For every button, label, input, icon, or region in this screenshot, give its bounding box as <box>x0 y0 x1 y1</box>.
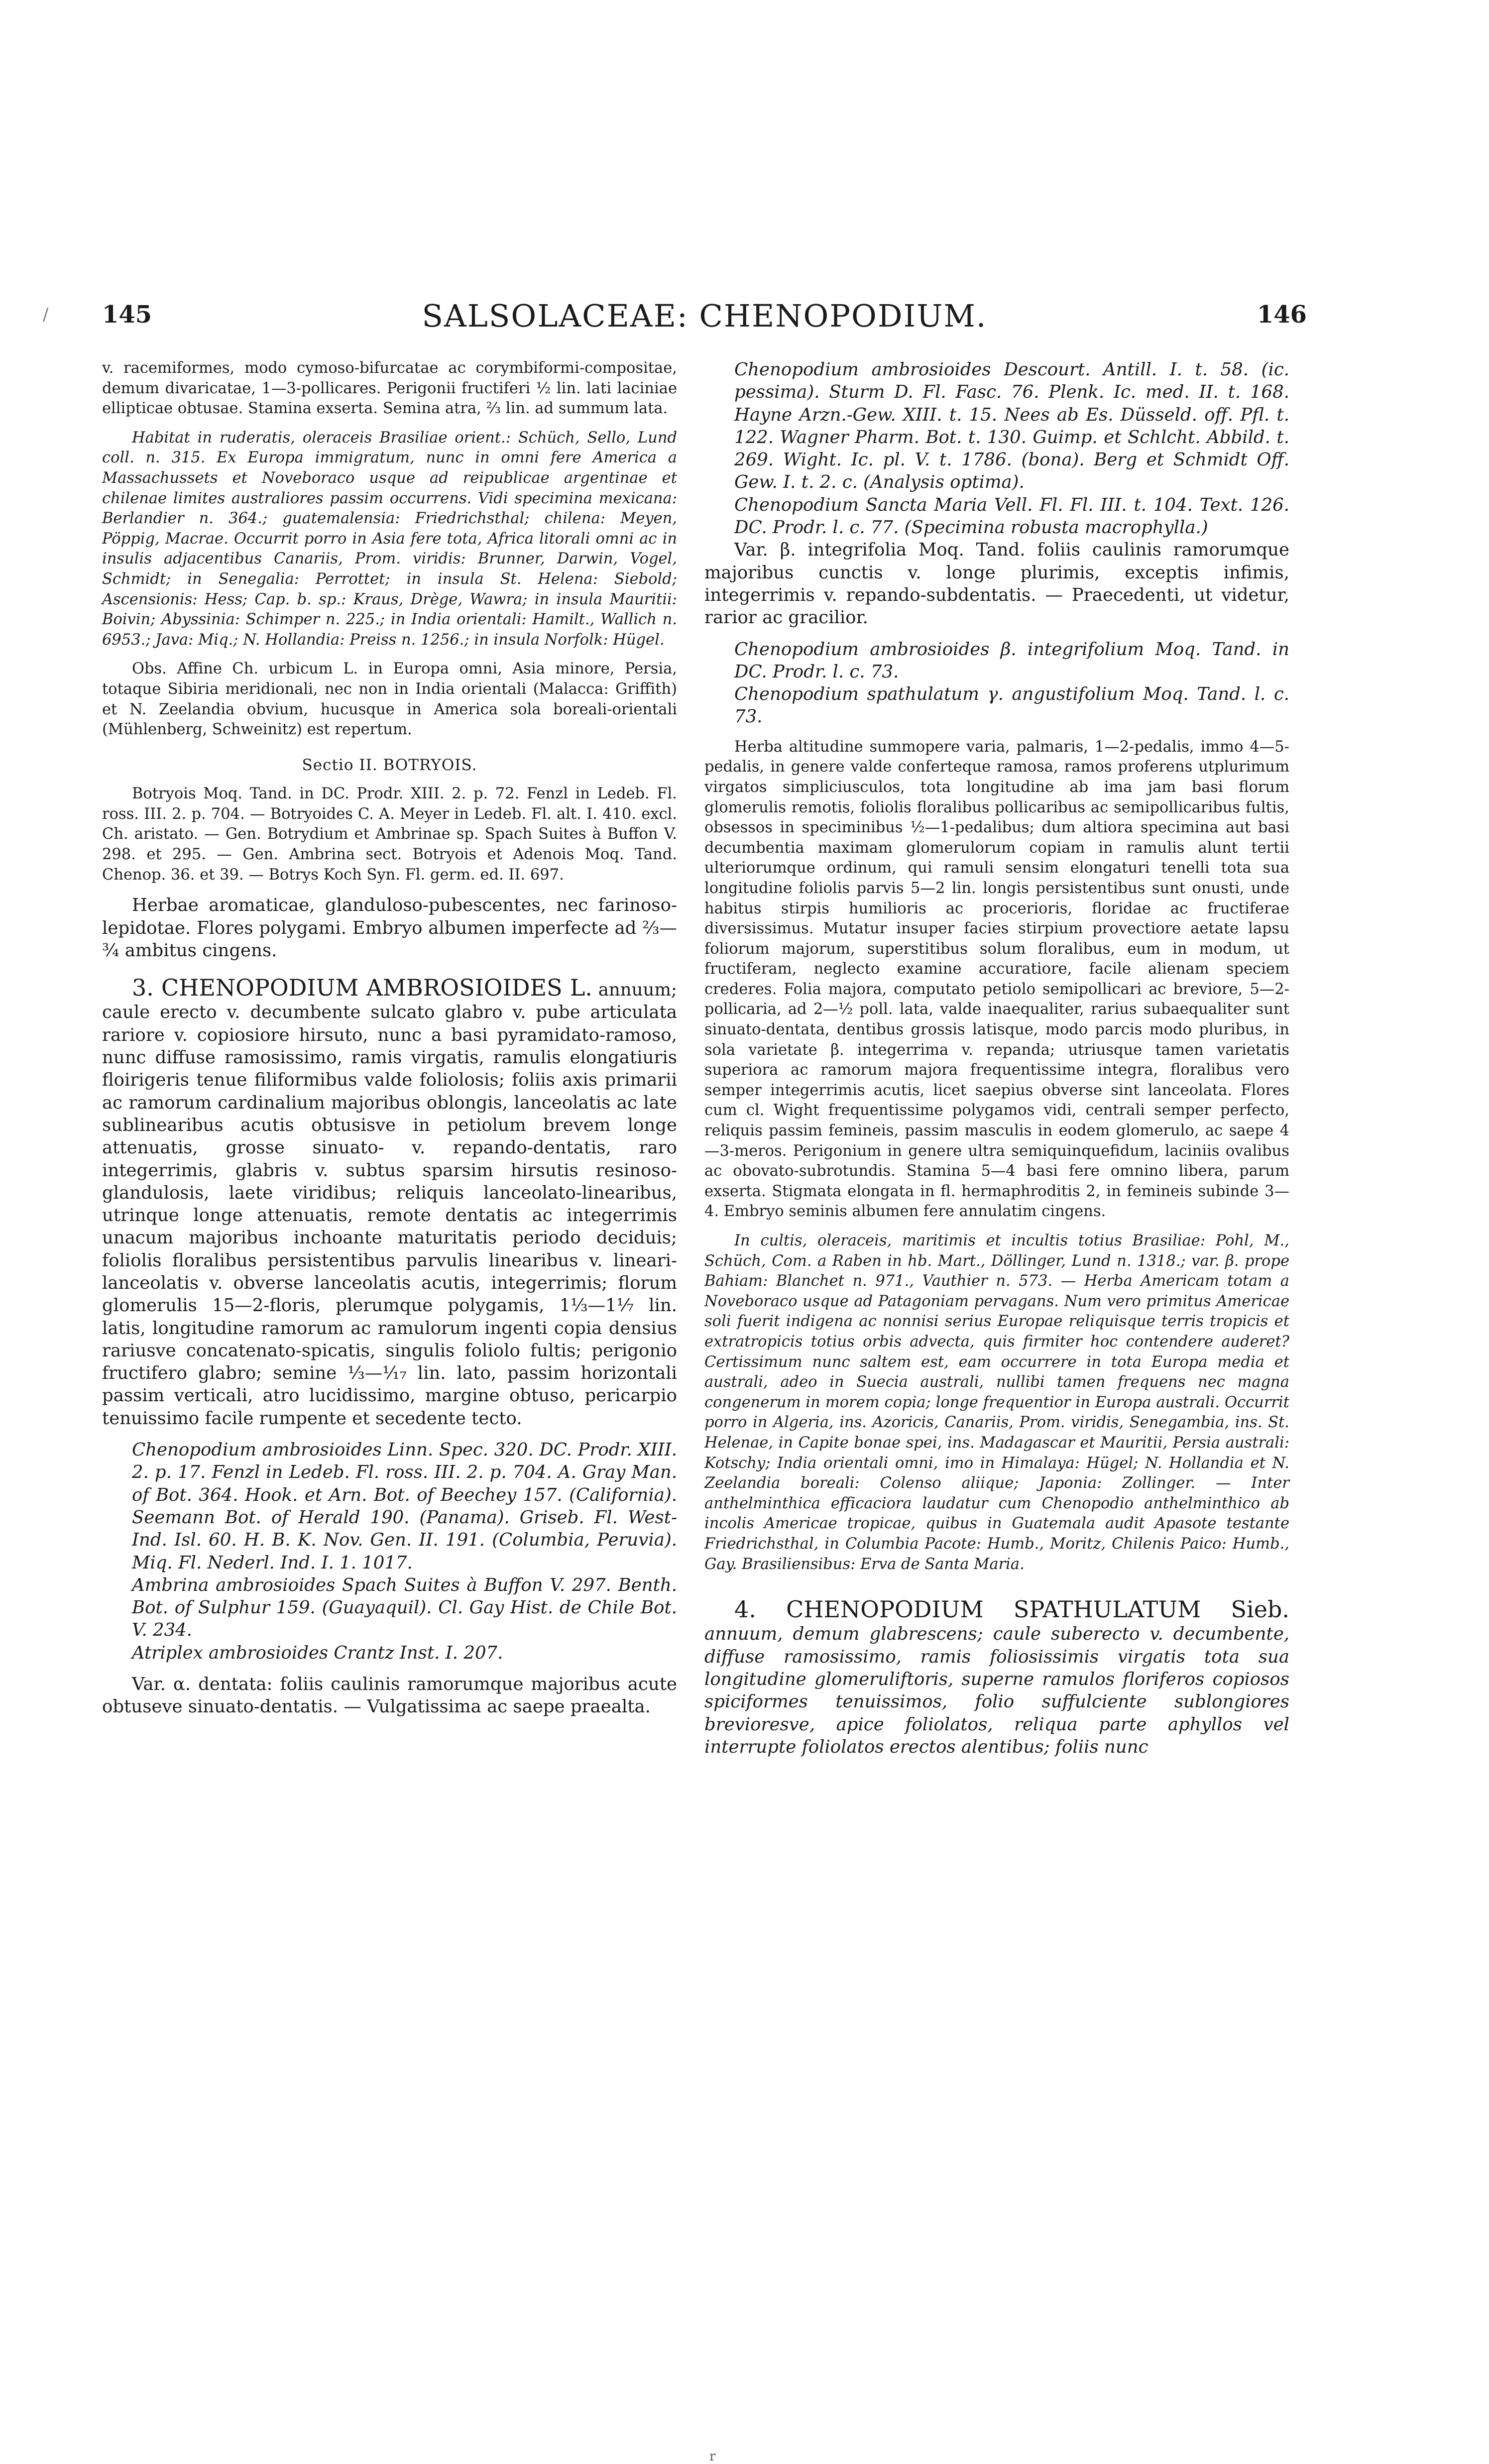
herba-description: Herba altitudine summopere varia, palmaris, 1—2-pedalis, immo 4—5-pedalis, in genere valde conferteque ramosa, ramos proferens utplurimum virgatos simpliciusculos, tota longitudine ab ima jam basi florum glomerulis remotis, foliolis floralibus pollicaribus ac semipollicaribus fultis, obsessos in speciminibus ½—1-pedalibus; dum altiora specimina aut basi decumbentia maximam glomerulorum copiam in ramulis alunt tertii ulteriorumque ordinum, qui ramuli sensim elongaturi tenelli tota sua longitudine foliolis parvis 5—2 lin. longis persistentibus sunt onusti, unde habitus stirpis humilioris ac procerioris, floridae ac fructiferae diversissimus. Mutatur insuper facies stirpium provectiore aetate lapsu foliorum majorum, superstitibus solum floralibus, eum in modum, ut fructiferam, neglecto examine accuratiore, facile alienam speciem crederes. Folia majora, computato petiolo semipollicari ac breviore, 5—2-pollicaria, ad 2—½ poll. lata, valde inaequaliter, rarius subaequaliter sunt sinuato-dentata, dentibus grossis latisque, modo parcis modo pluribus, in sola varietate β. integerrima v. repanda; utriusque tamen varietatis superiora ac ramorum majora frequentissime integra, floralibus vero semper integerrimis acutis, licet saepius obverse sint lanceolata. Flores cum cl. Wight frequentissime polygamos vidi, centrali semper perfecto, reliquis passim femineis, passim masculis in eodem glomerulo, ac saepe 4—3-meros. Perigonium in genere ultra semiquinquefidum, laciniis ovalibus ac obovato-subrotundis. Stamina 5—4 basi fere omnino libera, parum exserta. Stigmata elongata in fl. hermaphroditis 2, in femineis subinde 3—4. Embryo seminis albumen fere annulatim cingens. <box>704 738 1289 1221</box>
synonym-sancta-maria: Chenopodium Sancta Maria Vell. Fl. Fl. III. t. 104. Text. 126. DC. Prodr. l. c. 77. (Specimina robusta macrophylla.) <box>734 494 1289 538</box>
section-title: Sectio II. BOTRYOIS. <box>302 756 477 774</box>
synonym-ambrina-ambrosioides: Ambrina ambrosioides Spach Suites à Buffon V. 297. Benth. Bot. of Sulphur 159. (Guayaquil). Cl. Gay Hist. de Chile Bot. V. 234. <box>132 1574 677 1641</box>
left-page-number: 145 <box>102 301 152 329</box>
left-column <box>102 358 677 1718</box>
synonym-chenopodium-ambrosioides: Chenopodium ambrosioides Linn. Spec. 320. DC. Prodr. XIII. 2. p. 17. Fenzl in Ledeb. Fl. ross. III. 2. p. 704. A. Gray Man. of Bot. 364. Hook. et Arn. Bot. of Beechey 157. (California). Seemann Bot. of Herald 190. (Panama). Griseb. Fl. West-Ind. Isl. 60. H. B. K. Nov. Gen. II. 191. (Columbia, Peruvia). Miq. Fl. Nederl. Ind. I. 1. 1017. <box>132 1440 677 1573</box>
synonym-spathulatum-angustifolium: Chenopodium spathulatum γ. angustifolium Moq. Tand. l. c. 73. <box>734 684 1289 727</box>
species-4-description <box>704 1598 1289 1758</box>
species-3-body: annuum; caule erecto v. decumbente sulcato glabro v. pube articulata rariore v. copiosiore hirsuto, nunc a basi pyramidato-ramoso, nunc diffuse ramosissimo, ramis virgatis, ramulis elongatiuris floirigeris tenue filiformibus valde foliolosis; foliis axis primarii ac ramorum cardinalium majoribus oblongis, lanceolatis ac late sublinearibus acutis obtusisve in petiolum brevem longe attenuatis, grosse sinuato- v. repando-dentatis, raro integerrimis, glabris v. subtus sparsim hirsutis resinoso-glandulosis, laete viridibus; reliquis lanceolato-linearibus, utrinque longe attenuatis, remote dentatis ac integerrimis unacum majoribus inchoante maturitatis periodo deciduis; foliolis floralibus persistentibus parvulis linearibus v. lineari-lanceolatis v. obverse lanceolatis acutis, integerrimis; florum glomerulis 15—2-floris, plerumque polygamis, 1⅓—1⅟₇ lin. latis, longitudine ramorum ac ramulorum ingenti copia densius rariusve concatenato-spicatis, singulis foliolo fultis; perigonio fructifero glabro; semine ⅓—⅟₁₇ lin. lato, passim horizontali passim verticali, atro lucidissimo, margine obtuso, pericarpio tenuissimo facile rumpente et secedente tecto. <box>102 980 677 1429</box>
observation-paragraph: Obs. Affine Ch. urbicum L. in Europa omni, Asia minore, Persia, totaque Sibiria meridionali, nec non in India orientali (Malacca: Griffith) et N. Zeelandia obvium, hucusque in America sola boreali-orientali (Mühlenberg, Schweinitz) est repertum. <box>102 660 677 739</box>
species-4-body: annuum, demum glabrescens; caule suberecto v. decumbente, diffuse ramosissimo, ramis foliosissimis virgatis tota sua longitudine glomeruliftoris, superne ramulos floriferos copiosos spiciformes tenuissimos, folio suffulciente sublongiores brevioresve, apice foliolatos, reliqua parte aphyllos vel interrupte foliolatos erectos alentibus; foliis nunc <box>704 1624 1289 1757</box>
species-4-heading: 4. CHENOPODIUM SPATHULATUM Sieb. <box>734 1596 1289 1623</box>
running-title: SALSOLACEAE: CHENOPODIUM. <box>422 298 987 334</box>
distribution-paragraph: In cultis, oleraceis, maritimis et incultis totius Brasiliae: Pohl, M., Schüch, Com. a Raben in hb. Mart., Döllinger, Lund n. 1318.; var. β. prope Bahiam: Blanchet n. 971., Vauthier n. 573. — Herba Americam totam a Noveboraco usque ad Patagoniam pervagans. Num vero primitus Americae soli fuerit indigena ac nonnisi serius Europae reliquisque terris tropicis et extratropicis totius orbis advecta, quis firmiter hoc contendere auderet? Certissimum nunc saltem est, eam occurrere in tota Europa media et australi, adeo in Suecia australi, nullibi tamen frequens nec magna congenerum in morem copia; longe frequentior in Europa australi. Occurrit porro in Algeria, ins. Azoricis, Canariis, Prom. viridis, Senegambia, ins. St. Helenae, in Capite bonae spei, ins. Madagascar et Mauritii, Persia australi: Kotschy; India orientali omni, imo in Himalaya: Hügel; N. Hollandia et N. Zeelandia boreali: Colenso aliique; Japonia: Zollinger. — Inter anthelminthica efficaciora laudatur cum Chenopodio anthelminthico ab incolis Americae tropicae, quibus in Guatemala audit Apasote testante Friedrichsthal, in Columbia Pacote: Humb., Moritz, Chilenis Paico: Humb., Gay. Brasiliensibus: Erva de Santa Maria. <box>704 1232 1289 1573</box>
synonym-iconography: Chenopodium ambrosioides Descourt. Antill. I. t. 58. (ic. pessima). Sturm D. Fl. Fasc. 76. Plenk. Ic. med. II. t. 168. Hayne Arzn.-Gew. XIII. t. 15. Nees ab Es. Düsseld. off. Pfl. t. 122. Wagner Pharm. Bot. t. 130. Guimp. et Schlcht. Abbild. t. 269. Wight. Ic. pl. V. t. 1786. (bona). Berg et Schmidt Off. Gew. I. t. 2. c. (Analysis optima). <box>734 359 1289 493</box>
running-header <box>102 298 1307 340</box>
description-continuation: v. racemiformes, modo cymoso-bifurcatae ac corymbiformi-compositae, demum divaricatae, 1—3-pollicares. Perigonii fructiferi ½ lin. lati laciniae ellipticae obtusae. Stamina exserta. Semina atra, ⅔ lin. ad summum lata. <box>102 359 677 418</box>
variety-alpha: Var. α. dentata: foliis caulinis ramorumque majoribus acute obtuseve sinuato-dentatis. — Vulgatissima ac saepe praealta. <box>102 1674 677 1717</box>
footer-signature-mark: r <box>709 2449 716 2464</box>
species-3-description <box>102 974 677 1430</box>
species-3-heading: 3. CHENOPODIUM AMBROSIOIDES L. <box>132 974 592 1002</box>
section-description: Herbae aromaticae, glanduloso-pubescentes, nec farinoso-lepidotae. Flores polygami. Embryo albumen imperfecte ad ⅔—¾ ambitus cingens. <box>102 895 677 961</box>
synonym-atriplex-ambrosioides: Atriplex ambrosioides Crantz Inst. I. 207. <box>132 1642 503 1663</box>
synonym-integrifolium: Chenopodium ambrosioides β. integrifolium Moq. Tand. in DC. Prodr. l. c. 73. <box>734 639 1289 682</box>
right-page-number: 146 <box>1257 301 1307 329</box>
section-references: Botryois Moq. Tand. in DC. Prodr. XIII. 2. p. 72. Fenzl in Ledeb. Fl. ross. III. 2. p. 704. — Botryoides C. A. Meyer in Ledeb. Fl. alt. I. 410. excl. Ch. aristato. — Gen. Botrydium et Ambrinae sp. Spach Suites à Buffon V. 298. et 295. — Gen. Ambrina sect. Botryois et Adenois Moq. Tand. Chenop. 36. et 39. — Botrys Koch Syn. Fl. germ. ed. II. 697. <box>102 785 677 884</box>
habitat-paragraph: Habitat in ruderatis, oleraceis Brasiliae orient.: Schüch, Sello, Lund coll. n. 315. Ex Europa immigratum, nunc in omni fere America a Massachussets et Noveboraco usque ad reipublicae argentinae et chilenae limites australiores passim occurrens. Vidi specimina mexicana: Berlandier n. 364.; guatemalensia: Friedrichsthal; chilena: Meyen, Pöppig, Macrae. Occurrit porro in Asia fere tota, Africa litorali omni ac in insulis adjacentibus Canariis, Prom. viridis: Brunner, Darwin, Vogel, Schmidt; in Senegalia: Perrottet; in insula St. Helena: Siebold; Ascensionis: Hess; Cap. b. sp.: Kraus, Drège, Wawra; in insula Mauritii: Boivin; Abyssinia: Schimper n. 225.; in India orientali: Hamilt., Wallich n. 6953.; Java: Miq.; N. Hollandia: Preiss n. 1256.; in insula Norfolk: Hügel. <box>102 429 677 649</box>
right-column <box>704 358 1289 1758</box>
margin-mark: / <box>43 305 49 325</box>
variety-beta: Var. β. integrifolia Moq. Tand. foliis caulinis ramorumque majoribus cunctis v. longe plurimis, exceptis infimis, integerrimis v. repando-subdentatis. — Praecedenti, ut videtur, rarior ac gracilior. <box>704 540 1289 628</box>
